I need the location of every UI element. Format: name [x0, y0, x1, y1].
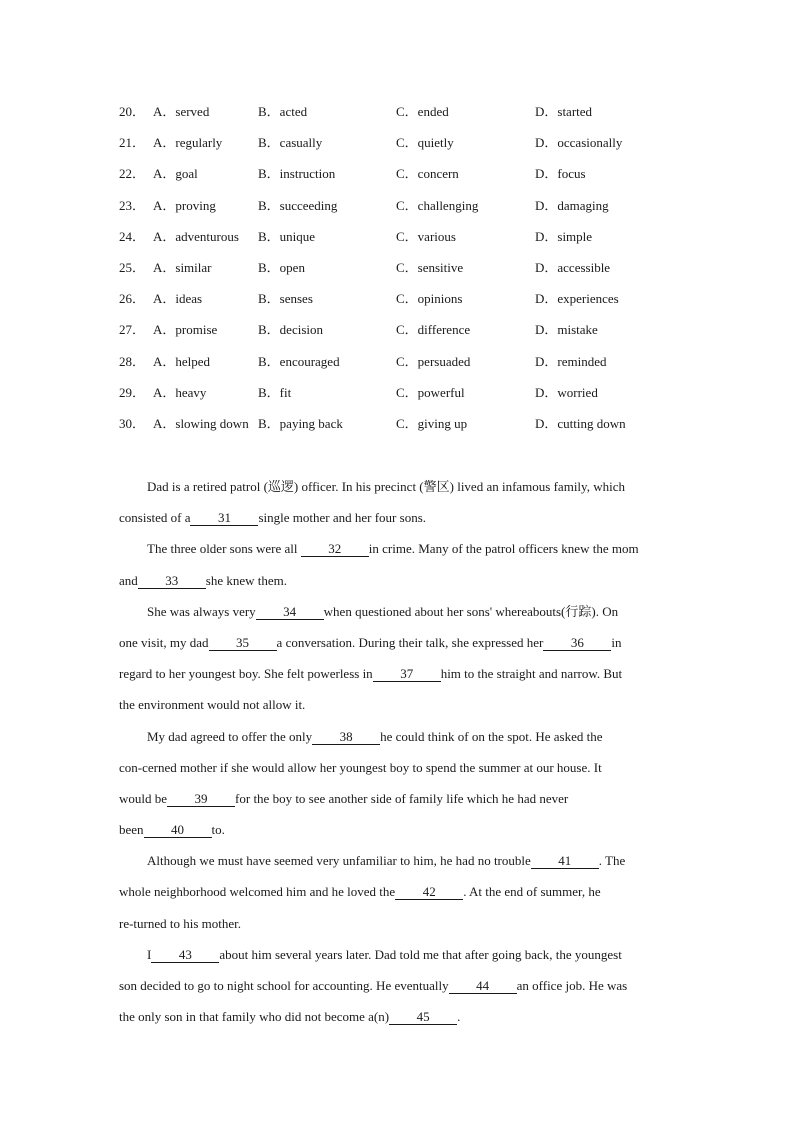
blank-38: 38 — [312, 729, 380, 745]
option-c: C．concern — [396, 166, 459, 182]
option-row-23 — [119, 196, 679, 227]
blank-41: 41 — [531, 853, 599, 869]
option-a: A．helped — [153, 353, 211, 369]
passage-text: in — [611, 634, 622, 650]
option-b: B．unique — [258, 228, 316, 244]
passage-line — [119, 663, 675, 694]
blank-31: 31 — [190, 510, 258, 526]
option-c: C．ended — [396, 104, 449, 119]
passage-text: con-cerned mother if she would allow her youngest boy to spend the summer at our house. It — [119, 759, 602, 775]
blank-44: 44 — [449, 978, 517, 994]
passage-text: . At the end of summer, he — [463, 884, 601, 900]
option-row-25 — [119, 258, 679, 289]
option-d: D．accessible — [535, 259, 611, 275]
option-b: B．instruction — [258, 166, 336, 182]
blank-40: 40 — [144, 822, 212, 838]
option-b: B．encouraged — [258, 353, 340, 369]
passage-text: single mother and her four sons. — [258, 510, 427, 526]
option-d: D．reminded — [535, 353, 607, 369]
option-b: B．open — [258, 259, 305, 275]
question-number: 21． — [119, 135, 146, 151]
option-d: D．cutting down — [535, 415, 626, 431]
passage-text: The three older sons were all — [147, 541, 301, 557]
passage-line — [119, 694, 675, 725]
option-a: A．proving — [153, 197, 216, 213]
passage-text: Dad is a retired patrol (巡逻) officer. In his precinct (警区) lived an infamous family, which — [147, 479, 625, 494]
question-number: 29． — [119, 384, 146, 400]
passage-text: consisted of a — [119, 510, 191, 526]
passage-text: whole neighborhood welcomed him and he loved the — [119, 884, 396, 900]
passage-line — [119, 538, 675, 569]
option-a: A．similar — [153, 259, 212, 275]
passage-text: he could think of on the spot. He asked the — [380, 728, 603, 744]
passage-line — [119, 944, 675, 975]
passage-text: about him several years later. Dad told me that after going back, the youngest — [219, 946, 622, 962]
passage-line — [119, 632, 675, 663]
option-a: A．goal — [153, 166, 198, 182]
passage-line — [119, 1006, 675, 1037]
option-c: C．giving up — [396, 415, 468, 431]
passage-line — [119, 570, 675, 601]
passage-text: to. — [211, 822, 225, 838]
option-a: A．slowing down — [153, 415, 249, 431]
blank-34: 34 — [256, 604, 324, 620]
passage-text: him to the straight and narrow. But — [440, 666, 623, 682]
passage-text: regard to her youngest boy. She felt powerless in — [119, 666, 373, 682]
option-b: B．succeeding — [258, 197, 338, 213]
option-a: A．promise — [153, 322, 218, 338]
option-c: C．powerful — [396, 384, 465, 400]
question-number: 28． — [119, 353, 146, 369]
option-b: B．decision — [258, 322, 323, 338]
passage-line — [119, 881, 675, 912]
option-row-22 — [119, 164, 679, 195]
question-number: 30． — [119, 415, 146, 431]
passage-text: re-turned to his mother. — [119, 915, 242, 931]
option-row-21 — [119, 133, 679, 164]
passage-text: one visit, my dad — [119, 634, 209, 650]
passage-text: She was always very — [147, 603, 256, 619]
option-b: B．fit — [258, 384, 292, 400]
passage-line — [119, 476, 675, 507]
passage-text: been — [119, 822, 144, 838]
option-c: C．quietly — [396, 135, 454, 151]
passage-text: . The — [598, 853, 626, 869]
passage-text: son decided to go to night school for accounting. He eventually — [119, 978, 449, 993]
answer-options-list — [119, 102, 679, 445]
option-b: B．senses — [258, 291, 313, 307]
passage-text: the only son in that family who did not become a(n) — [119, 1009, 390, 1025]
passage-line — [119, 601, 675, 632]
passage-line — [119, 788, 675, 819]
question-number: 25． — [119, 259, 146, 275]
blank-45: 45 — [389, 1009, 457, 1025]
option-c: C．opinions — [396, 291, 463, 307]
option-d: D．started — [535, 104, 593, 119]
option-b: B．acted — [258, 104, 308, 119]
option-d: D．occasionally — [535, 135, 623, 151]
blank-32: 32 — [301, 541, 369, 557]
option-b: B．paying back — [258, 415, 343, 431]
option-b: B．casually — [258, 135, 323, 151]
option-d: D．damaging — [535, 197, 609, 213]
passage-text: My dad agreed to offer the only — [147, 728, 313, 744]
option-d: D．worried — [535, 384, 598, 400]
question-number: 23． — [119, 197, 146, 213]
passage-line — [119, 819, 675, 850]
option-row-29 — [119, 383, 679, 414]
option-d: D．focus — [535, 166, 586, 182]
option-c: C．persuaded — [396, 353, 471, 369]
passage-line — [119, 757, 675, 788]
option-c: C．challenging — [396, 197, 479, 213]
question-number: 20． — [119, 104, 146, 119]
question-number: 26． — [119, 291, 146, 307]
passage-text: for the boy to see another side of family life which he had never — [235, 790, 569, 806]
option-row-20 — [119, 102, 679, 133]
blank-42: 42 — [395, 884, 463, 900]
passage-text: I — [147, 946, 152, 962]
passage-text: . — [457, 1009, 461, 1025]
question-number: 27． — [119, 322, 146, 338]
blank-36: 36 — [543, 635, 611, 651]
blank-35: 35 — [209, 635, 277, 651]
option-c: C．various — [396, 228, 456, 244]
passage-line — [119, 726, 675, 757]
option-row-28 — [119, 352, 679, 383]
passage-text: would be — [119, 790, 168, 806]
option-a: A．heavy — [153, 384, 207, 400]
option-row-27 — [119, 320, 679, 351]
blank-37: 37 — [373, 666, 441, 682]
blank-39: 39 — [167, 791, 235, 807]
passage-text: in crime. Many of the patrol officers knew the mom — [368, 541, 639, 557]
passage-line — [119, 507, 675, 538]
passage-text: an office job. He was — [516, 978, 628, 993]
passage-text: she knew them. — [205, 572, 288, 588]
option-d: D．simple — [535, 228, 593, 244]
passage-text: a conversation. During their talk, she expressed her — [276, 634, 544, 650]
passage-text: and — [119, 572, 138, 588]
option-row-26 — [119, 289, 679, 320]
option-a: A．adventurous — [153, 228, 239, 244]
blank-33: 33 — [138, 573, 206, 589]
passage-text: Although we must have seemed very unfamiliar to him, he had no trouble — [147, 853, 531, 869]
passage-line — [119, 975, 675, 1006]
option-row-30 — [119, 414, 679, 445]
option-a: A．regularly — [153, 135, 223, 151]
option-a: A．ideas — [153, 291, 203, 307]
question-number: 24． — [119, 228, 146, 244]
option-a: A．served — [153, 104, 210, 119]
option-c: C．difference — [396, 322, 471, 338]
blank-43: 43 — [151, 947, 219, 963]
option-c: C．sensitive — [396, 259, 464, 275]
passage-line — [119, 850, 675, 881]
passage-text: the environment would not allow it. — [119, 697, 306, 713]
option-d: D．mistake — [535, 322, 598, 338]
option-d: D．experiences — [535, 291, 619, 307]
passage-text: when questioned about her sons' whereabouts(行踪). On — [323, 603, 619, 619]
question-number: 22． — [119, 166, 146, 182]
cloze-passage — [119, 476, 675, 1037]
option-row-24 — [119, 227, 679, 258]
passage-line — [119, 913, 675, 944]
